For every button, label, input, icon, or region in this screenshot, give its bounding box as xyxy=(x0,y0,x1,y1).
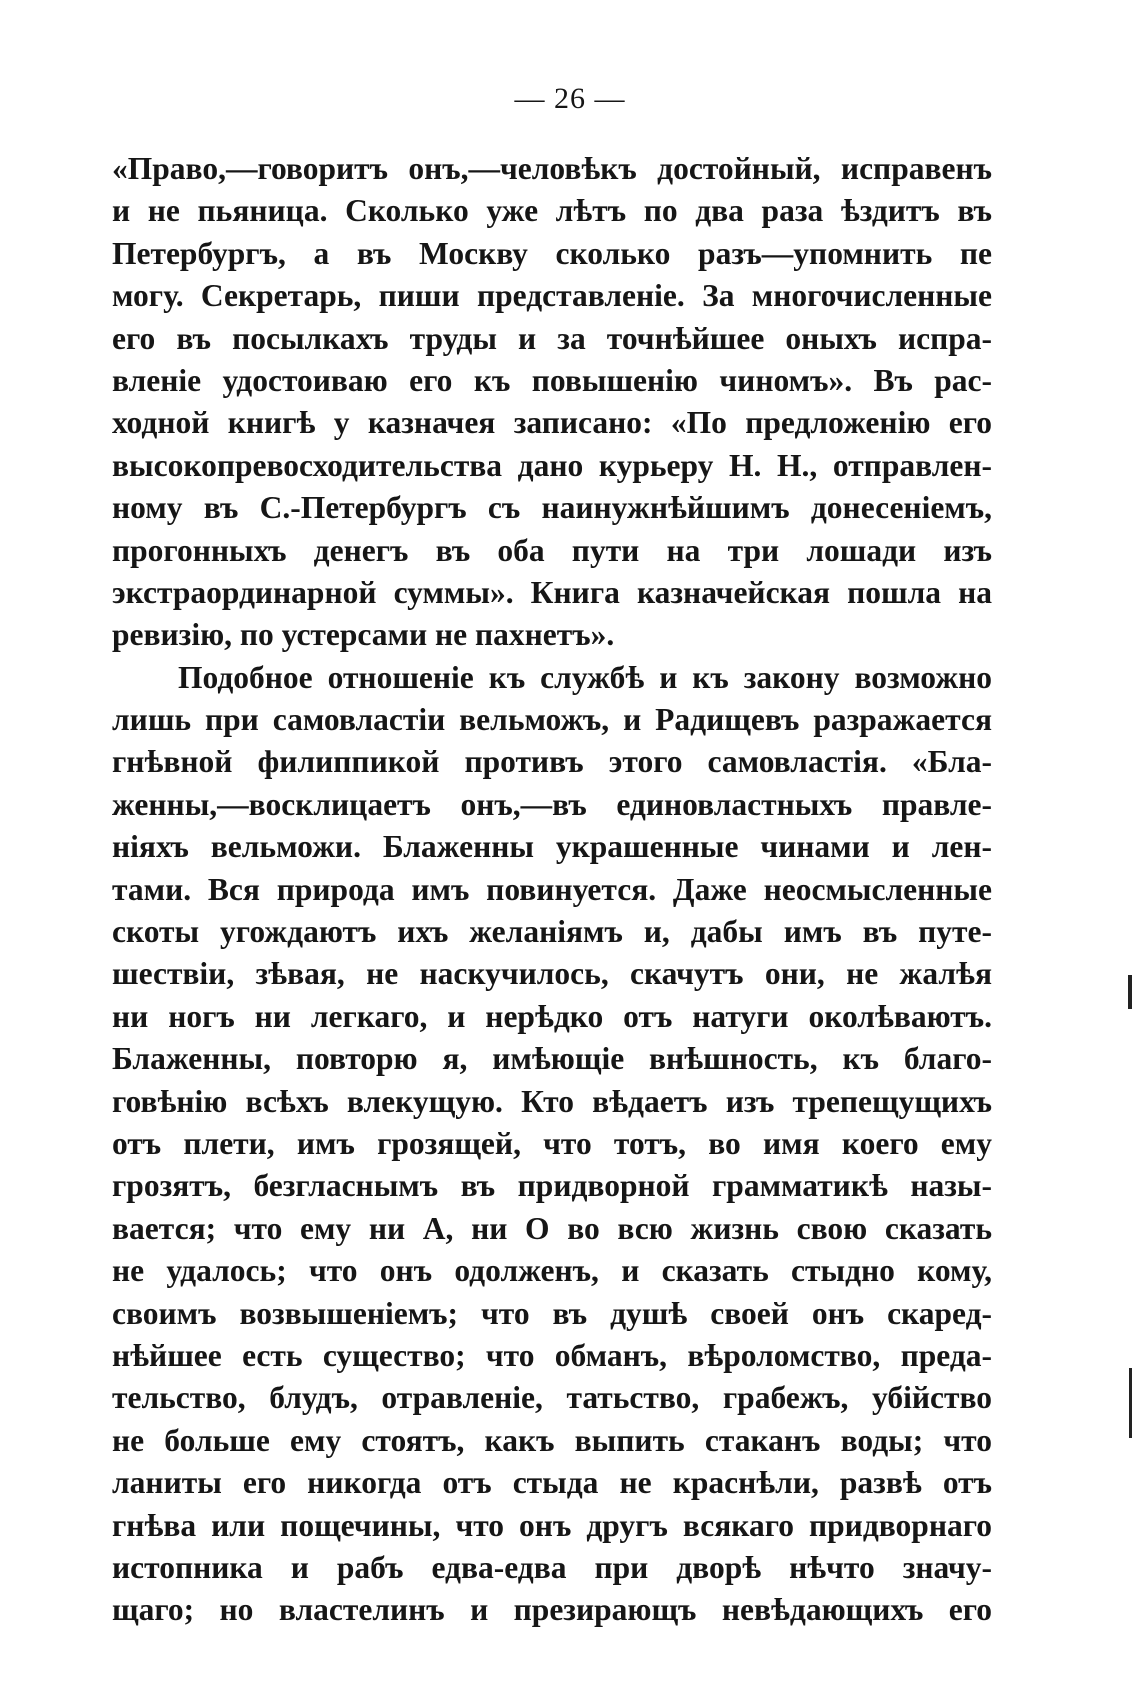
text-line: скоты угождаютъ ихъ желаніямъ и, дабы имъ въ путе- xyxy=(112,914,992,950)
text-line: вленіе удостоиваю его къ повышенію чиномъ». Въ рас- xyxy=(112,362,992,398)
text-line: экстраординарной суммы». Книга казначейская пошла на xyxy=(112,574,992,610)
text-line: лишь при самовластіи вельможъ, и Радищевъ разражается xyxy=(112,702,992,738)
text-line: Петербургъ, а въ Москву сколько разъ—упомнить пе xyxy=(112,235,992,271)
text-line: женны,—восклицаетъ онъ,—въ единовластныхъ правле- xyxy=(112,786,992,822)
text-line: ни ногъ ни легкаго, и нерѣдко отъ натуги околѣваютъ. xyxy=(112,998,992,1034)
text-line: шествіи, зѣвая, не наскучилось, скачутъ они, не жалѣя xyxy=(112,956,992,992)
text-line: ному въ С.-Петербургъ съ наинужнѣйшимъ донесеніемъ, xyxy=(112,490,992,526)
text-line: могу. Секретарь, пиши представленіе. За многочисленные xyxy=(112,278,992,314)
paragraph-end-line: ревизію, по устерсами не пахнетъ». xyxy=(112,617,615,653)
text-line: ходной книгѣ у казначея записано: «По предложенію его xyxy=(112,405,992,441)
body-text xyxy=(112,148,992,1632)
text-line: вается; что ему ни А, ни О во всю жизнь свою сказать xyxy=(112,1210,992,1246)
text-line: тельство, блудъ, отравленіе, татьство, грабежъ, убійство xyxy=(112,1380,992,1416)
text-line: не больше ему стоятъ, какъ выпить стаканъ воды; что xyxy=(112,1422,992,1458)
text-line: высокопревосходительства дано курьеру Н. Н., отправлен- xyxy=(112,447,992,483)
text-line: его въ посылкахъ труды и за точнѣйшее оныхъ испра- xyxy=(112,320,992,356)
text-line: не удалось; что онъ одолженъ, и сказать стыдно кому, xyxy=(112,1253,992,1289)
text-line: Блаженны, повторю я, имѣющіе внѣшность, къ благо- xyxy=(112,1041,992,1077)
page-number: — 26 — xyxy=(514,82,626,115)
text-line: ніяхъ вельможи. Блаженны украшенные чинами и лен- xyxy=(112,829,992,865)
text-line: нѣйшее есть существо; что обманъ, вѣроломство, преда- xyxy=(112,1337,992,1373)
text-line: тами. Вся природа имъ повинуется. Даже неосмысленные xyxy=(112,871,992,907)
text-line: своимъ возвышеніемъ; что въ душѣ своей онъ скаред- xyxy=(112,1295,992,1331)
text-line: говѣнію всѣхъ влекущую. Кто вѣдаетъ изъ трепещущихъ xyxy=(112,1083,992,1119)
text-line: и не пьяница. Сколько уже лѣтъ по два раза ѣздитъ въ xyxy=(112,193,992,229)
text-line: гнѣвной филиппикой противъ этого самовластія. «Бла- xyxy=(112,744,992,780)
text-line: отъ плети, имъ грозящей, что тотъ, во имя коего ему xyxy=(112,1125,992,1161)
paragraph-start-line: Подобное отношеніе къ службѣ и къ закону возможно xyxy=(178,659,992,695)
text-line: гнѣва или пощечины, что онъ другъ всякаго придворнаго xyxy=(112,1507,992,1543)
scan-margin-mark xyxy=(1129,1368,1132,1438)
text-line: грозятъ, безгласнымъ въ придворной грамматикѣ назы- xyxy=(112,1168,992,1204)
text-line: «Право,—говоритъ онъ,—человѣкъ достойный, исправенъ xyxy=(112,151,992,186)
text-line: прогонныхъ денегъ въ оба пути на три лошади изъ xyxy=(112,532,992,568)
text-line: ланиты его никогда отъ стыда не краснѣли, развѣ отъ xyxy=(112,1465,992,1501)
scan-margin-mark xyxy=(1128,975,1132,1009)
text-line: истопника и рабъ едва-едва при дворѣ нѣчто значу- xyxy=(112,1549,992,1585)
text-line: щаго; но властелинъ и презирающъ невѣдающихъ его xyxy=(112,1592,992,1628)
